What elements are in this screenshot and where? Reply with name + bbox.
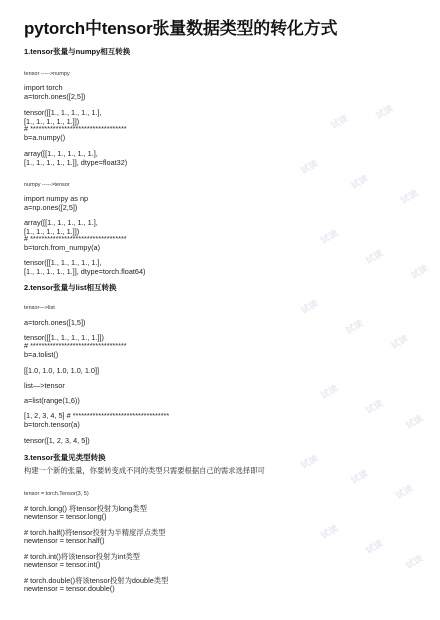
watermark-stamp: 试读 <box>348 468 370 486</box>
code-line: newtensor = tensor.half() <box>24 536 105 545</box>
code-line: # torch.half()将tensor投射为半精度浮点类型 <box>24 528 166 537</box>
code-line: b=torch.from_numpy(a) <box>24 243 101 252</box>
watermark-stamp: 试读 <box>318 523 340 541</box>
watermark-stamp: 试读 <box>363 248 385 266</box>
code-line: # ********************************** <box>24 341 127 350</box>
watermark-stamp: 试读 <box>348 173 370 191</box>
code-line: a=np.ones([2,5]) <box>24 203 78 212</box>
code-line: array([[1., 1., 1., 1., 1.], <box>24 218 98 227</box>
code-line: b=torch.tensor(a) <box>24 420 80 429</box>
watermark-stamp: 试读 <box>298 453 320 471</box>
code-line: tensor = torch.Tensor(3, 5) <box>24 491 89 497</box>
watermark-stamp: 试读 <box>298 158 320 176</box>
code-line: list—>tensor <box>24 381 65 390</box>
code-line: a=torch.ones([1,5]) <box>24 318 86 327</box>
code-line: newtensor = tensor.double() <box>24 584 115 593</box>
code-line: import torch <box>24 83 63 92</box>
watermark-stamp: 试读 <box>318 228 340 246</box>
code-line: [1., 1., 1., 1., 1.]]) <box>24 117 80 126</box>
watermark-stamp: 试读 <box>363 398 385 416</box>
code-line: [1., 1., 1., 1., 1.]], dtype=float32) <box>24 158 128 167</box>
code-line: # torch.long() 将tensor投射为long类型 <box>24 504 147 513</box>
code-line: # torch.double()将该tensor投射为double类型 <box>24 576 169 585</box>
code-line: tensor—>list <box>24 305 55 311</box>
code-line: # ********************************** <box>24 234 127 243</box>
code-line: # torch.int()将该tensor投射为int类型 <box>24 552 140 561</box>
watermark-stamp: 试读 <box>298 298 320 316</box>
watermark-stamp: 试读 <box>388 333 410 351</box>
code-line: b=a.numpy() <box>24 133 66 142</box>
code-line: tensor([[1., 1., 1., 1., 1.], <box>24 108 102 117</box>
watermark-stamp: 试读 <box>328 113 350 131</box>
watermark-stamp: 试读 <box>403 553 425 571</box>
code-line: [1., 1., 1., 1., 1.]], dtype=torch.float64) <box>24 267 146 276</box>
watermark-stamp: 试读 <box>398 188 420 206</box>
page-title: pytorch中tensor张量数据类型的转化方式 <box>24 19 338 38</box>
code-line: tensor([1, 2, 3, 4, 5]) <box>24 436 90 445</box>
section-heading-3: 3.tensor张量见类型转换 <box>24 453 106 462</box>
watermark-stamp: 试读 <box>408 263 430 281</box>
watermark-stamp: 试读 <box>363 538 385 556</box>
code-line: tensor([[1., 1., 1., 1., 1.]]) <box>24 333 104 342</box>
code-line: [1., 1., 1., 1., 1.]]) <box>24 227 80 236</box>
code-line: [[1.0, 1.0, 1.0, 1.0, 1.0]] <box>24 366 100 375</box>
code-line: import numpy as np <box>24 194 89 203</box>
code-line: a=list(range(1,6)) <box>24 396 80 405</box>
code-line: b=a.tolist() <box>24 350 59 359</box>
watermark-stamp: 试读 <box>343 318 365 336</box>
code-line: tensor([[1., 1., 1., 1., 1.], <box>24 258 102 267</box>
watermark-stamp: 试读 <box>393 483 415 501</box>
code-line: tensor ----->numpy <box>24 71 70 77</box>
code-line: [1, 2, 3, 4, 5] # ********************************** <box>24 411 170 420</box>
code-line: array([[1., 1., 1., 1., 1.], <box>24 149 98 158</box>
code-line: numpy ----->tensor <box>24 182 70 188</box>
body-text: 构建一个新的张量，你要转变成不同的类型只需要根据自己的需求选择即可 <box>24 466 265 475</box>
section-heading-1: 1.tensor张量与numpy相互转换 <box>24 47 131 56</box>
code-line: newtensor = tensor.int() <box>24 560 101 569</box>
watermark-stamp: 试读 <box>403 413 425 431</box>
code-line: newtensor = tensor.long() <box>24 512 107 521</box>
code-line: # ********************************** <box>24 124 127 133</box>
watermark-stamp: 试读 <box>373 103 395 121</box>
watermark-stamp: 试读 <box>318 383 340 401</box>
section-heading-2: 2.tensor张量与list相互转换 <box>24 283 117 292</box>
code-line: a=torch.ones([2,5]) <box>24 92 86 101</box>
